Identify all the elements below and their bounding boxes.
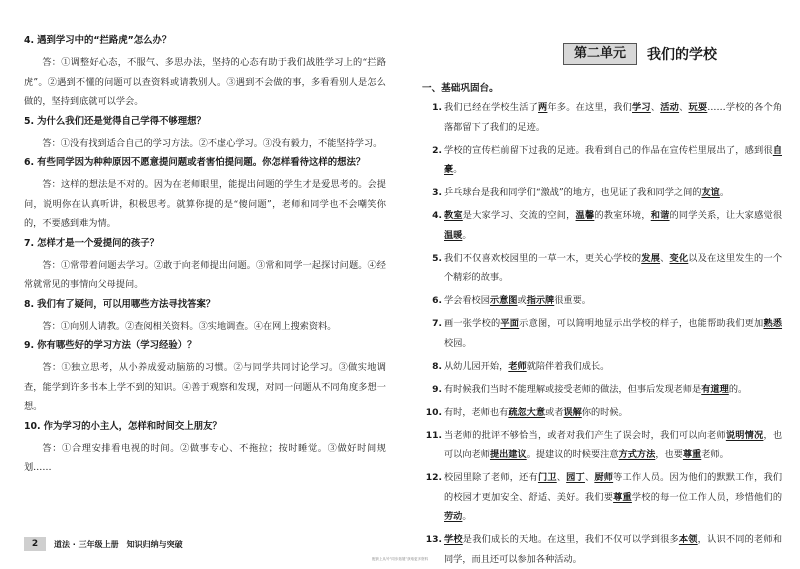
footer-note: 配套上从号“同步拓展”获取更多资料	[372, 557, 429, 561]
item-number: 7.	[432, 318, 442, 329]
list-item	[422, 530, 782, 569]
unit-label: 第二单元	[563, 43, 637, 65]
question-number: 7.	[24, 237, 35, 249]
item-number: 13.	[425, 534, 442, 545]
question	[24, 156, 386, 169]
list-item	[422, 183, 782, 203]
question	[24, 237, 386, 250]
question-number: 4.	[24, 35, 35, 46]
question-text: 为什么我们还是觉得自己学得不够理想？	[37, 115, 206, 127]
list-item	[422, 426, 782, 465]
question	[24, 298, 386, 311]
item-text: 从幼儿园开始，老师就陪伴着我们成长。	[444, 360, 610, 372]
item-text: 有时候我们当时不能理解或接受老师的做法，但事后发现老师是有道理的。	[444, 383, 748, 395]
list-item	[422, 403, 782, 423]
unit-header	[498, 42, 782, 66]
item-number: 1.	[432, 102, 442, 113]
question	[24, 420, 386, 433]
list-item	[422, 206, 782, 245]
list-item	[422, 141, 782, 180]
right-page	[400, 0, 800, 567]
item-number: 2.	[432, 144, 442, 156]
item-number: 4.	[432, 210, 442, 221]
list-item	[422, 98, 782, 137]
question-text: 怎样才是一个爱提问的孩子？	[37, 237, 159, 249]
question-text: 我们有了疑问，可以用哪些方法寻找答案？	[37, 298, 216, 310]
item-text: 当老师的批评不够恰当，或者对我们产生了误会时，我们可以向老师说明情况，也可以向老师提出建议。提建议的时候要注意方式方法，也要尊重老师。	[444, 429, 783, 460]
page-number: 2	[24, 537, 46, 551]
list-item	[422, 380, 782, 400]
item-text: 教室是大家学习、交流的空间，温馨的教室环境，和谐的同学关系，让大家感觉很温暖。	[444, 210, 783, 241]
unit-title: 我们的学校	[647, 47, 717, 63]
item-number: 8.	[432, 360, 442, 372]
list-item	[422, 468, 782, 527]
answer: 答：①没有找到适合自己的学习方法。②不虚心学习。③没有毅力，不能坚持学习。	[42, 137, 383, 149]
question	[24, 115, 386, 128]
qa-list	[24, 34, 386, 478]
item-number: 3.	[432, 187, 442, 198]
list-item	[422, 357, 782, 377]
question-text: 遇到学习中的“拦路虎”怎么办？	[37, 35, 172, 46]
question-text: 作为学习的小主人，怎样和时间交上朋友？	[43, 420, 222, 432]
item-text: 学校是我们成长的天地。在这里，我们不仅可以学到很多本领，认识不同的老师和同学，而且还可以参加各种活动。	[444, 534, 783, 565]
footer-text: 道法 · 三年级上册 知识归纳与突破	[54, 539, 183, 549]
item-number: 6.	[432, 295, 442, 306]
item-text: 校园里除了老师，还有门卫、园丁、厨师等工作人员。因为他们的默默工作，我们的校园才更加安全、舒适、美好。我们要尊重学校的每一位工作人员，珍惜他们的劳动。	[444, 472, 783, 522]
item-number: 9.	[432, 383, 442, 395]
question-text: 你有哪些好的学习方法（学习经验）？	[37, 340, 197, 351]
section-title: 一、基础巩固台。	[422, 83, 499, 94]
answer: 答：①向别人请教。②查阅相关资料。③实地调查。④在网上搜索资料。	[42, 320, 337, 332]
item-text: 学会看校园示意图或指示牌很重要。	[444, 295, 591, 306]
answer: 答：①常带着问题去学习。②敢于向老师提出问题。③常和同学一起探讨问题。④经常就常见的事情向父母提问。	[24, 259, 386, 290]
item-number: 10.	[425, 406, 442, 418]
question-number: 5.	[24, 115, 35, 127]
answer: 答：①调整好心态，不服气、多思办法，坚持的心态有助于我们战胜学习上的“拦路虎”。②遇到不懂的问题可以查资料或请教别人。③遇到不会做的事，多看看别人是怎么做的，坚持到底就可以学会。	[24, 57, 386, 107]
item-number: 11.	[425, 429, 442, 441]
item-number: 5.	[432, 252, 442, 264]
item-text: 我们已经在学校生活了两年多。在这里，我们学习、活动、玩耍……学校的各个角落都留下了我们的足迹。	[444, 102, 783, 133]
question-number: 6.	[24, 157, 35, 168]
question-text: 有些同学因为种种原因不愿意提问题或者害怕提问题。你怎样看待这样的想法？	[37, 157, 366, 168]
question	[24, 34, 386, 47]
question-number: 9.	[24, 340, 35, 351]
answer: 答：这样的想法是不对的。因为在老师眼里，能提出问题的学生才是爱思考的。会提问，说明你在认真听讲，积极思考。就算你提的是“傻问题”，老师和同学也不会嘲笑你的，不要感到难为情。	[24, 179, 386, 229]
item-text: 乒乓球台是我和同学们“激战”的地方，也见证了我和同学之间的友谊。	[444, 187, 730, 198]
question	[24, 339, 386, 352]
list-item	[422, 249, 782, 288]
item-text: 有时，老师也有疏忽大意或者误解你的时候。	[444, 406, 628, 418]
item-text: 我们不仅喜欢校园里的一草一木，更关心学校的发展、变化以及在这里发生的一个个精彩的故事。	[444, 252, 783, 283]
item-list	[422, 98, 782, 569]
list-item	[422, 291, 782, 311]
left-page	[0, 0, 400, 567]
answer: 答：①独立思考，从小养成爱动脑筋的习惯。②与同学共同讨论学习。③做实地调查，能学到许多书本上学不到的知识。④善于观察和发现，对同一问题从不同角度多想一想。	[24, 362, 386, 412]
item-number: 12.	[425, 472, 442, 483]
item-text: 学校的宣传栏前留下过我的足迹。我看到自己的作品在宣传栏里展出了，感到很自豪。	[444, 144, 782, 175]
answer: 答：①合理安排看电视的时间。②做事专心、不拖拉；按时睡觉。③做好时间规划……	[24, 442, 386, 473]
item-text: 画一张学校的平面示意图，可以简明地显示出学校的样子，也能帮助我们更加熟悉校园。	[444, 318, 783, 349]
list-item	[422, 314, 782, 353]
question-number: 8.	[24, 298, 35, 310]
question-number: 10.	[24, 420, 41, 432]
footer	[24, 537, 183, 551]
